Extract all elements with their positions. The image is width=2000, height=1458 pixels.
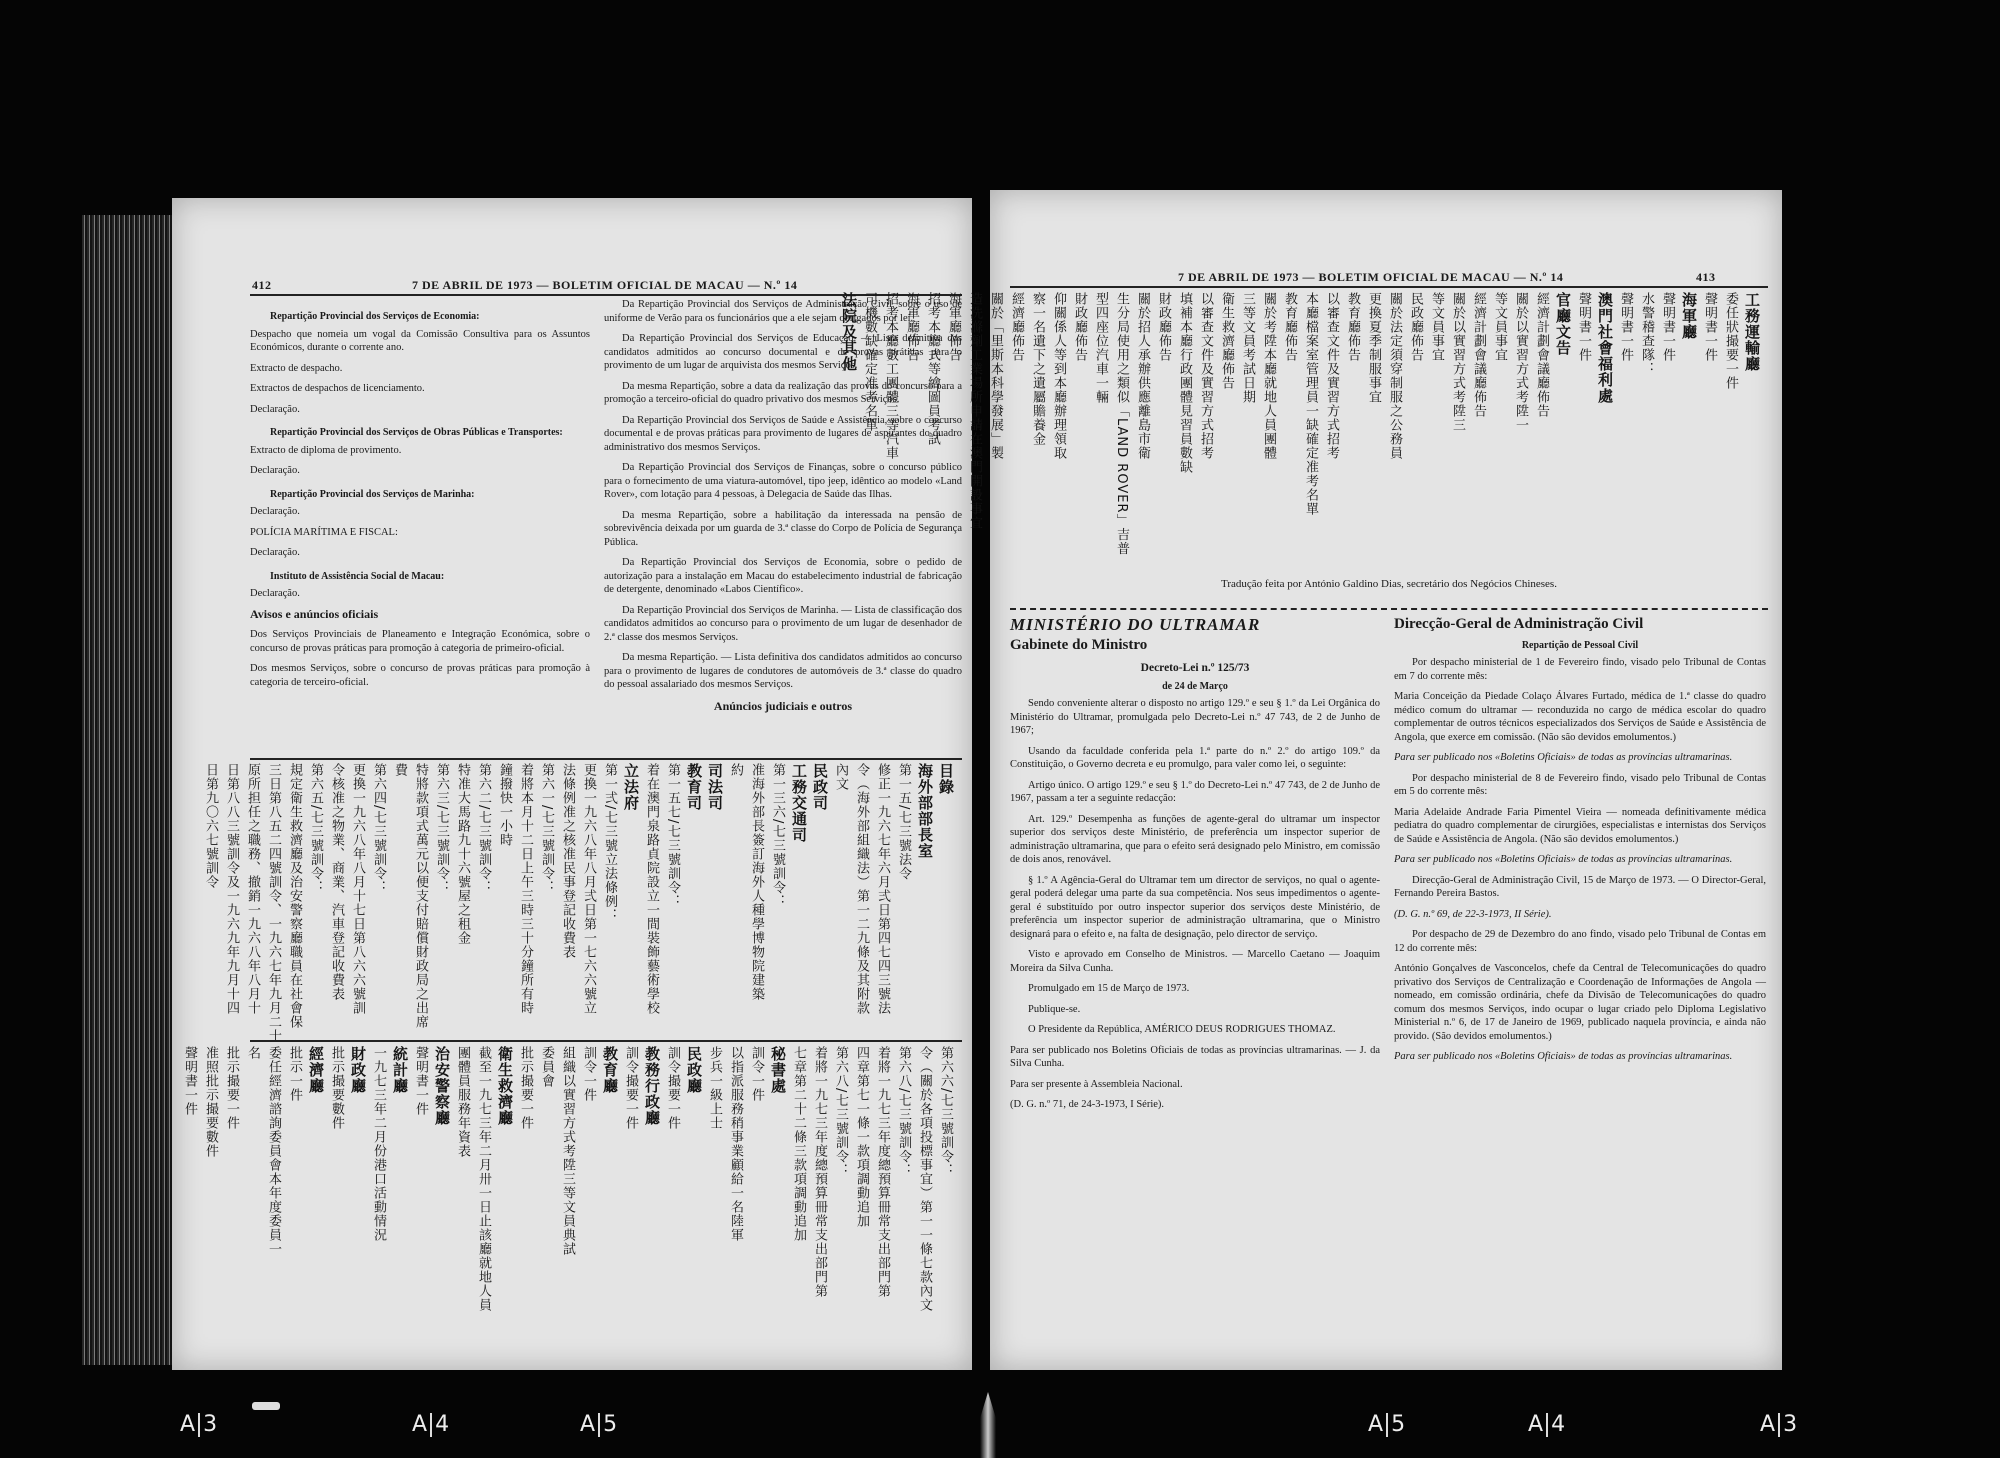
chinese-index-line: 批示撮要數件 (329, 1046, 344, 1130)
chinese-index (840, 292, 1760, 572)
directorate-heading: Direcção-Geral de Administração Civil (1394, 616, 1644, 632)
decree-paragraph: Visto e aprovado em Conselho de Ministros. — Marcello Caetano — Joaquim Moreira da Silva Cunha. (1010, 949, 1380, 974)
chinese-index-line: 本廳檔案室管理員一缺確定准考名單 (1303, 292, 1318, 516)
summary-entry: Dos mesmos Serviços, sobre o concurso de provas práticas para promoção à categoria de terceiro-oficial. (250, 663, 590, 688)
chinese-index-line: 衛生救濟廳 (496, 1046, 514, 1126)
chinese-index-line: 法院及其他 (840, 292, 858, 372)
appointments-body (1394, 656, 1766, 1064)
film-marker: A 5 (580, 1412, 618, 1437)
chinese-index-line: 立法府 (622, 763, 640, 811)
chinese-index-line: 委任狀撮要一件 (1723, 292, 1738, 390)
chinese-index-line: 內文 (833, 763, 848, 791)
appointment-paragraph: Para ser publicado nos «Boletins Oficiais» de todas as províncias ultramarinas. (1394, 854, 1733, 865)
chinese-index-line: 聲明書一件 (413, 1046, 428, 1116)
chinese-index-line: 第六二/七三號訓令： (476, 763, 491, 895)
chinese-index-line: 教育廳佈告 (1282, 292, 1297, 362)
chinese-index-line: 關於「里斯本科學發展」製 (988, 292, 1003, 460)
chinese-index-line: 工務交通司 (790, 763, 808, 843)
summary-entry: Dos Serviços Provinciais de Planeamento e Integração Económica, sobre o concurso de provas práticas para promoção à categoria de primeiro-oficial. (250, 629, 590, 654)
chinese-index-line: 關於考陞本廳就地人員團體 (1261, 292, 1276, 460)
chinese-index-line: 日第八八三號訓令及一九六九年九月十四 (224, 763, 239, 1015)
chinese-index-line: 鐘撥快一小時 (497, 763, 512, 847)
decree-paragraph: Art. 129.º Desempenha as funções de agente-geral do ultramar um inspector superior dos serviços deste Ministério, de preferência um inspector superior de administração ultramarina, que para o efeito será designado pelo Ministro, em comissão de dois anos, renovável. (1010, 813, 1380, 865)
chinese-index-line: 第一弍/七三號立法條例： (602, 763, 617, 923)
chinese-index-line: 聲明書一件 (1702, 292, 1717, 362)
decree-paragraph: Promulgado em 15 de Março de 1973. (1028, 983, 1190, 994)
section-heading: Repartição Provincial dos Serviços de Obras Públicas e Transportes: (270, 427, 563, 438)
appointment-paragraph: Para ser publicado nos «Boletins Oficiais» de todas as províncias ultramarinas. (1394, 1051, 1733, 1062)
chinese-index-line: 費 (392, 763, 407, 777)
chinese-index-line: 着將本月十二日上午三時三十分鐘所有時 (518, 763, 533, 1015)
running-header: 7 DE ABRIL DE 1973 — BOLETIM OFICIAL DE MACAU — N.º 14 (1178, 270, 1564, 284)
chinese-index-line: 關於以實習方式考陞三 (1450, 292, 1465, 432)
chinese-index-line: 財政廳佈告 (1072, 292, 1087, 362)
chinese-index-line: 以指派服務稍事業顧給一名陸軍 (728, 1046, 743, 1242)
notice-entry: Da mesma Repartição, sobre a data da realização das provas do concurso para a promoção a terceiro-oficial do quadro privativo dos mesmos Serviços. (604, 380, 962, 405)
chinese-index-line: 衛生救濟廳佈告 (1219, 292, 1234, 390)
chinese-index-line: 生分局使用之類似「LAND ROVER」吉普 (1114, 292, 1129, 556)
section-title: Avisos e anúncios oficiais (250, 606, 379, 621)
chinese-index-line: 關於招人承辦供應離島市衛 (1135, 292, 1150, 460)
chinese-index-line: 第一五/七三號法令 (896, 763, 911, 881)
judicial-notices-heading: Anúncios judiciais e outros (713, 698, 853, 713)
chinese-index-line: 型四座位汽車一輛 (1093, 292, 1108, 404)
chinese-index-line: 仰關係人等到本廳辦理領取 (1051, 292, 1066, 460)
translation-note: Tradução feita por António Galdino Dias, secretário dos Negócios Chineses. (1221, 578, 1557, 590)
chinese-index-line: 第六五/七三號訓令： (308, 763, 323, 895)
chinese-index-lower (181, 1046, 954, 1356)
summary-column-left (250, 300, 590, 696)
decree-title: Decreto-Lei n.º 125/73 (1140, 662, 1250, 674)
film-marker: A 3 (1760, 1412, 1798, 1437)
chinese-index-line: 財政廳 (349, 1046, 367, 1094)
chinese-index-line: 教育司 (685, 763, 703, 811)
chinese-index-line: 令（海外部組織法）第一二九條及其附款 (854, 763, 869, 1015)
appointment-paragraph: António Gonçalves de Vasconcelos, chefe da Central de Telecomunicações do quadro privativo dos Serviços de Centralização e Coordenação de Informações de Angola — nomeado, em comissão ordinária, chefe da Divisão de Telecomunicações do quadro comum dos mesmos Serviços, indo ocupar o lugar criado pelo Diploma Legislativo Ministerial n.º 6, de 17 de Janeiro de 1969, publicado naquela província, e ainda não provido. (São devidos emolumentos.) (1394, 963, 1766, 1042)
chinese-index-line: 第六三/七三號訓令： (434, 763, 449, 895)
summary-entry: Declaração. (250, 506, 300, 517)
chinese-index-line: 經濟廳 (307, 1046, 325, 1094)
decree-paragraph: Publique-se. (1028, 1003, 1081, 1015)
film-marker: A 3 (180, 1412, 218, 1437)
chinese-index-line: 步兵一級上士 (707, 1046, 722, 1130)
appointments-column (1394, 618, 1766, 1071)
summary-entry: POLÍCIA MARÍTIMA E FISCAL: (250, 526, 398, 538)
notice-entry: Da Repartição Provincial dos Serviços de Marinha. — Lista de classificação dos candidatos admitidos ao concurso para o provimento de um lugar de desenhador de 2.ª classe dos mesmos Serviços. (604, 604, 962, 643)
decree-date: de 24 de Março (1162, 680, 1228, 692)
notice-entry: Da Repartição Provincial dos Serviços de Administração Civil, sobre o uso de uniforme de Verão para os funcionários que a ele sejam obrigados por lei. (604, 299, 962, 324)
chinese-index-line: 四章第七一條一款項調動追加 (854, 1046, 869, 1228)
film-scratch (252, 1402, 280, 1410)
running-header: 7 DE ABRIL DE 1973 — BOLETIM OFICIAL DE MACAU — N.º 14 (412, 278, 798, 292)
chinese-index-line: 特將款項式萬元以便支付賠償財政局之出席 (413, 763, 428, 1029)
chinese-index-line: 更換一九六八年八月十七日第八六六號訓 (350, 763, 365, 1015)
chinese-index-line: 第六四/七三號訓令： (371, 763, 386, 895)
summary-entry: Declaração. (250, 403, 300, 415)
chinese-index-line: 民政廳佈告 (1408, 292, 1423, 362)
chinese-index-line: 察一名遺下之遺屬贍養金 (1030, 292, 1045, 446)
decree-paragraph: Para ser publicado nos Boletins Oficiais de todas as províncias ultramarinas. — J. da Silva Cunha. (1010, 1044, 1380, 1069)
chinese-index-line: 關於以實習方式考陞一 (1513, 292, 1528, 432)
decree-paragraph: Artigo único. O artigo 129.º e seu § 1.º do Decreto-Lei n.º 47 743, de 2 de Junho de 1967, passam a ter a seguinte redacção: (1010, 779, 1380, 804)
summary-entry: Despacho que nomeia um vogal da Comissão Consultiva para os Assuntos Económicos, durante o corrente ano. (250, 328, 590, 353)
chinese-index-line: 一九七三年二月份港口活動情況 (371, 1046, 386, 1242)
decree-column (1010, 615, 1380, 1119)
chinese-index-line: 填補本廳行政團體見習員數缺 (1177, 292, 1192, 474)
appointment-paragraph: (D. G. n.º 69, de 22-3-1973, II Série). (1394, 908, 1552, 920)
chinese-index-line: 教育廳佈告 (1345, 292, 1360, 362)
chinese-index-line: 令（關於各項投標事宜）第一一條七款內文 (917, 1046, 932, 1312)
page-number: 413 (1696, 270, 1716, 284)
chinese-index-line: 造洗滌劑工業場所申請在澳門開設事宜 (967, 292, 982, 530)
decree-paragraph: Para ser presente à Assembleia Nacional. (1010, 1078, 1183, 1090)
chinese-index-line: 團體員服務年資表 (455, 1046, 470, 1158)
chinese-index-line: 第一五七/七三號訓令： (665, 763, 680, 909)
chinese-index-line: 治安警察廳 (433, 1046, 451, 1126)
chinese-index-line: 批示一件 (287, 1046, 302, 1102)
decree-paragraph: O Presidente da República, AMÉRICO DEUS RODRIGUES THOMAZ. (1028, 1024, 1336, 1035)
chinese-index-line: 關於法定須穿制服之公務員 (1387, 292, 1402, 460)
notice-entry: Da Repartição Provincial dos Serviços de Finanças, sobre o concurso público para o fornecimento de uma viatura-automóvel, tipo jeep, idêntico ao modelo «Land Rover», com lotação para 4 pessoas, à Delegacia de Saúde das Ilhas. (604, 462, 962, 500)
chinese-index-line: 工務運輸廳 (1743, 292, 1761, 372)
chinese-index-line: 令核准之物業、商業、汽車登記收費表 (329, 763, 344, 1001)
chinese-index-line: 經濟計劃會議廳佈告 (1534, 292, 1549, 418)
summary-entry: Declaração. (250, 547, 300, 558)
film-marker: A 4 (412, 1412, 450, 1437)
chinese-index-line: 截至一九七三年二月卅一日止該廳就地人員 (476, 1046, 491, 1312)
divider-rule (250, 758, 962, 760)
chinese-index-line: 目錄 (937, 763, 955, 795)
summary-entry: Extracto de diploma de provimento. (250, 444, 402, 456)
notice-entry: Da mesma Repartição, sobre a habilitação da interessada na pensão de sobrevivência deixada por um guarda de 3.ª classe do Corpo de Polícia de Segurança Pública. (604, 509, 962, 548)
appointment-paragraph: Para ser publicado nos «Boletins Oficiais» de todas as províncias ultramarinas. (1394, 752, 1733, 763)
appointment-paragraph: Direcção-Geral de Administração Civil, 15 de Março de 1973. — O Director-Geral, Fernando Pereira Bastos. (1394, 874, 1766, 899)
chinese-index-line: 委員會 (539, 1046, 554, 1088)
decree-body (1010, 697, 1380, 1112)
chinese-index-line: 教務行政廳 (643, 1046, 661, 1126)
chinese-index-line: 訓令撮要一件 (665, 1046, 680, 1130)
chinese-index-line: 秘書處 (769, 1046, 787, 1094)
chinese-index-line: 等文員事宜 (1492, 292, 1507, 362)
chinese-index-line: 聲明書一件 (1618, 292, 1633, 362)
appointment-paragraph: Maria Conceição da Piedade Colaço Álvares Furtado, médica de 1.ª classe do quadro médico comum do ultramar — reconduzida no cargo de médica escolar do quadro complementar de outros técnicos especializados dos Serviços de Saúde e Assistência de Angola, que exerce em comissão. (Não são devidos emolumentos.) (1394, 691, 1766, 743)
chinese-index-line: 規定衛生救濟廳及治安警察廳職員在社會保 (287, 763, 302, 1029)
book-edge (82, 215, 174, 1365)
chinese-index-line: 訓令一件 (581, 1046, 596, 1102)
chinese-index-line: 司機數缺確定准考名單 (862, 292, 877, 432)
chinese-index-line: 特准大馬路九十六號屋之租金 (455, 763, 470, 945)
header-rule (1010, 286, 1768, 288)
chinese-index-line: 以審查文件及實習方式招考 (1324, 292, 1339, 460)
chinese-index-line: 聲明書一件 (1660, 292, 1675, 362)
chinese-index-line: 更換一九六八年八月弍日第一七六六號立 (581, 763, 596, 1015)
chinese-index-line: 日第九〇六七號訓令 (203, 763, 218, 889)
chinese-index-line: 法條例准之核准民事登記收費表 (560, 763, 575, 959)
chinese-index-line: 第六六/七三號訓令： (938, 1046, 953, 1178)
notice-entry: Da Repartição Provincial dos Serviços de Educação. — Lista definitiva dos candidatos admitidos ao concurso documental e de provas práticas para o provimento de um lugar de arquivista dos mesmos Serviços. (604, 333, 962, 371)
cabinet-heading: Gabinete do Ministro (1010, 636, 1148, 653)
summary-entry: Declaração. (250, 465, 300, 476)
chinese-index-line: 海外部部長室 (916, 763, 934, 859)
decree-paragraph: Usando da faculdade conferida pela 1.ª parte do n.º 2.º do artigo 109.º da Constituição, o Governo decreta e eu promulgo, para valer como lei, o seguinte: (1010, 745, 1380, 770)
chinese-index-line: 着將一九七三年度總預算冊常支出部門第 (875, 1046, 890, 1298)
chinese-index-line: 司法司 (706, 763, 724, 811)
chinese-index-line: 等文員事宜 (1429, 292, 1444, 362)
section-heading: Instituto de Assistência Social de Macau: (270, 570, 445, 582)
chinese-index-line: 原所担任之職務、撤銷一九六八年八月十 (245, 763, 260, 1015)
chinese-index-line: 海軍廳佈告 (904, 292, 919, 362)
section-heading: Repartição Provincial dos Serviços de Economia: (270, 311, 480, 322)
decree-paragraph: Sendo conveniente alterar o disposto no artigo 129.º e seu § 1.º da Lei Orgânica do Ministério do Ultramar, promulgada pelo Decreto-Lei n.º 47 743, de 2 de Junho de 1967; (1010, 698, 1380, 736)
chinese-index-line: 官廳文告 (1554, 292, 1572, 356)
decree-paragraph: § 1.º A Agência-Geral do Ultramar tem um director de serviços, no qual o agente-geral poderá delegar uma parte da sua competência. Nos seus impedimentos o agente-geral é substituído por outro inspector superior dos serviços deste Ministério, de preferência um inspector superior de administração ultramarina, que o Ministro designará para o efeito e, na falta de designação, pelo director de serviço. (1010, 874, 1380, 940)
appointment-paragraph: Maria Adelaide Andrade Faria Pimentel Vieira — nomeada definitivamente médica pediatra do quadro complementar de cirurgiões, especialistas e internistas dos Serviços de Saúde e Assistência de Angola. (Não são devidos emolumentos.) (1394, 806, 1766, 845)
chinese-index-line: 組織以實習方式考陞三等文員典試 (560, 1046, 575, 1256)
chinese-index-line: 七章第二十二條三款項調動追加 (791, 1046, 806, 1242)
chinese-index-line: 批示撮要一件 (518, 1046, 533, 1130)
notice-entry: Da Repartição Provincial dos Serviços de Saúde e Assistência, sobre o concurso documental e de provas práticas para provimento de lugares de aspirantes do quadro administrativo dos mesmos Serviços. (604, 414, 962, 453)
chinese-index-line: 訓令一件 (749, 1046, 764, 1102)
gutter-notch (968, 1392, 1008, 1458)
film-marker: A 5 (1368, 1412, 1406, 1437)
summary-entry: Extractos de despachos de licenciamento. (250, 383, 425, 394)
appointment-paragraph: Por despacho de 29 de Dezembro do ano findo, visado pelo Tribunal de Contas em 12 do corrente mês: (1394, 929, 1766, 954)
chinese-index-line: 三等文員考試日期 (1240, 292, 1255, 404)
chinese-index-line: 民政廳 (685, 1046, 703, 1094)
chinese-index-line: 更換夏季制服事宜 (1366, 292, 1381, 404)
chinese-index-line: 招考本廳數工團體三等汽車 (883, 292, 898, 460)
chinese-index-line: 第六八/七三號訓令： (896, 1046, 911, 1178)
chinese-index-line: 聲明書一件 (182, 1046, 197, 1116)
chinese-index-line: 修正一九六七年六月弍日第四七四三號法 (875, 763, 890, 1015)
chinese-index-line: 水警稽查隊： (1639, 292, 1654, 376)
chinese-index-line: 約 (728, 763, 743, 777)
chinese-index-line: 名 (245, 1046, 260, 1060)
chinese-index-line: 委任經濟諮詢委員會本年度委員一 (266, 1046, 281, 1256)
repartition-heading: Repartição de Pessoal Civil (1521, 639, 1639, 651)
chinese-index-line: 訓令撮要一件 (623, 1046, 638, 1130)
chinese-index-line: 聲明書一件 (1576, 292, 1591, 362)
chinese-index-line: 招考本廳式等繪圖員考試 (925, 292, 940, 446)
chinese-index-line: 准海外部長簽訂海外人種學博物院建築 (749, 763, 764, 1001)
divider-rule (250, 1040, 962, 1042)
ministry-heading: MINISTÉRIO DO ULTRAMAR (1010, 615, 1261, 634)
chinese-index-line: 教育廳 (601, 1046, 619, 1094)
section-heading: Repartição Provincial dos Serviços de Marinha: (270, 488, 475, 500)
chinese-index-line: 批示撮要一件 (224, 1046, 239, 1130)
chinese-index-line: 民政司 (811, 763, 829, 811)
page-number: 412 (252, 278, 272, 292)
notice-entry: Da mesma Repartição. — Lista definitiva dos candidatos admitidos ao concurso para o provimento de lugares de condutores de automóveis de 3.ª classe do quadro do pessoal assalariado dos mesmos Serviços. (604, 652, 962, 690)
chinese-index-line: 三日第八五二四號訓令、一九六七年九月二十 (266, 763, 281, 1043)
divider-rule (1010, 608, 1768, 610)
chinese-index-line: 着在澳門泉路貞院設立一間裝飾藝術學校 (644, 763, 659, 1015)
chinese-index-line: 經濟廳佈告 (1009, 292, 1024, 362)
chinese-index-line: 海軍廳佈告 (946, 292, 961, 362)
chinese-index-line: 第六八/七三號訓令： (833, 1046, 848, 1178)
summary-entry: Declaração. (250, 588, 300, 599)
chinese-index-line: 財政廳佈告 (1156, 292, 1171, 362)
chinese-index-line: 准照批示撮要數件 (203, 1046, 218, 1158)
appointment-paragraph: Por despacho ministerial de 8 de Fevereiro findo, visado pelo Tribunal de Contas em 5 do corrente mês: (1394, 772, 1766, 797)
chinese-index-line: 第六一/七三號訓令： (539, 763, 554, 895)
chinese-index-line: 着將一九七三年度總預算冊常支出部門第 (812, 1046, 827, 1298)
chinese-index-line: 經濟計劃會議廳佈告 (1471, 292, 1486, 418)
chinese-index-line: 第一三六/七三號訓令： (770, 763, 785, 909)
chinese-index-line: 澳門社會福利處 (1596, 292, 1614, 404)
appointment-paragraph: Por despacho ministerial de 1 de Fevereiro findo, visado pelo Tribunal de Contas em 7 do corrente mês: (1394, 657, 1766, 682)
summary-entry: Extracto de despacho. (250, 362, 343, 374)
film-marker: A 4 (1528, 1412, 1566, 1437)
notice-entry: Da Repartição Provincial dos Serviços de Economia, sobre o pedido de autorização para a instalação em Macau do estabelecimento industrial de fabricação de detergente, denominado «Labos Científico». (604, 557, 962, 595)
chinese-index-line: 海軍廳 (1680, 292, 1698, 340)
decree-paragraph: (D. G. n.º 71, de 24-3-1973, I Série). (1010, 1099, 1165, 1110)
chinese-index-line: 統計廳 (391, 1046, 409, 1094)
chinese-index-line: 以審查文件及實習方式招考 (1198, 292, 1213, 460)
